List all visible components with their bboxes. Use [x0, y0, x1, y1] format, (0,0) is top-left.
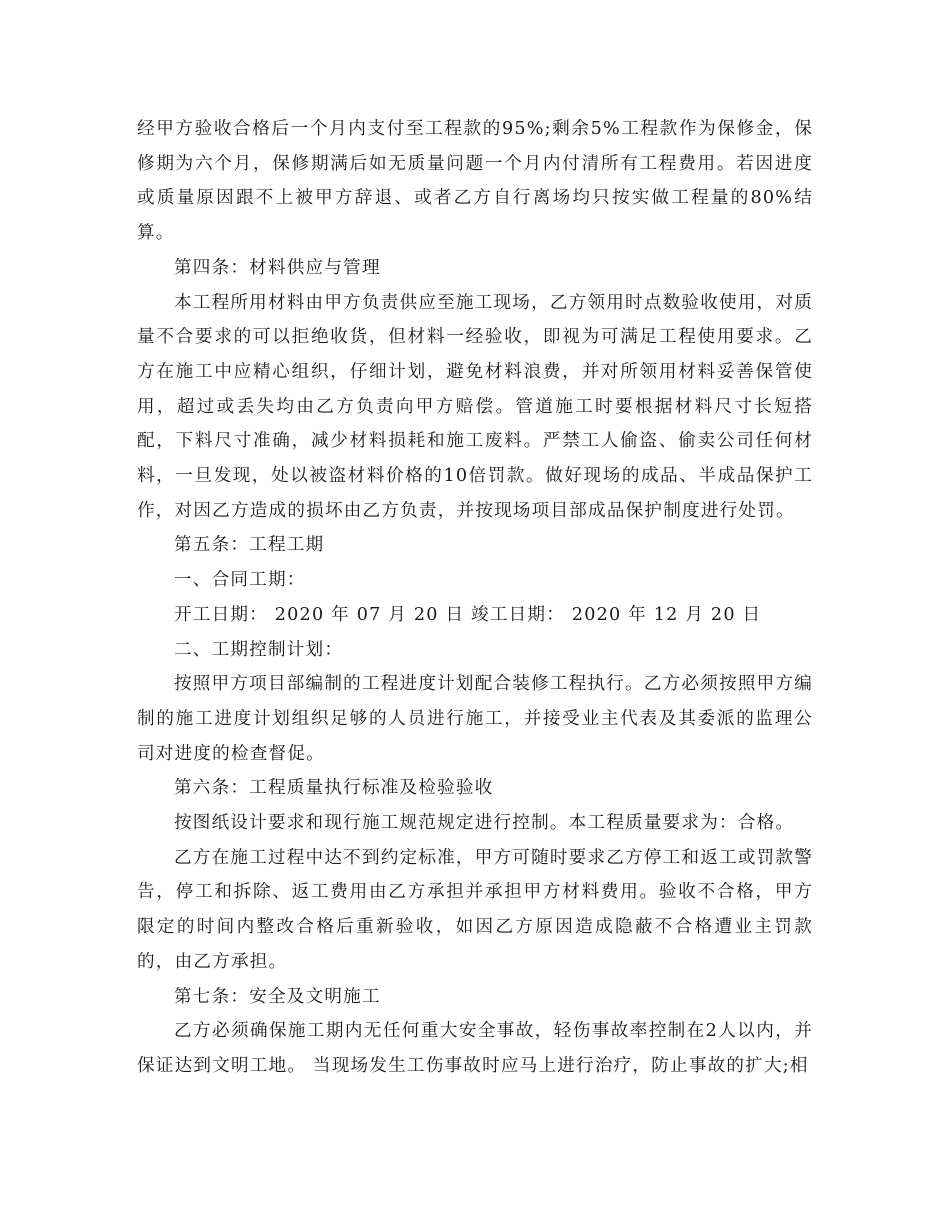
heading-article-5: 第五条：工程工期 — [174, 535, 325, 556]
heading-article-4: 第四条：材料供应与管理 — [174, 257, 381, 278]
paragraph-quality-standard: 按图纸设计要求和现行施工规范规定进行控制。本工程质量要求为：合格。 — [174, 813, 795, 834]
heading-article-6: 第六条：工程质量执行标准及检验验收 — [174, 778, 494, 799]
subheading-contract-period: 一、合同工期： — [174, 570, 306, 591]
document-page — [137, 112, 813, 1084]
paragraph-materials: 本工程所用材料由甲方负责供应至施工现场，乙方领用时点数验收使用，对质量不合要求的可以拒绝收货，但材料一经验收，即视为可满足工程使用要求。乙方在施工中应精心组织，仔细计划，避免材料浪费，并对所领用材料妥善保管使用，超过或丢失均由乙方负责向甲方赔偿。管道施工时要根据材料尺寸长短搭配，下料尺寸准确，减少材料损耗和施工废料。严禁工人偷盗、偷卖公司任何材料，一旦发现，处以被盗材料价格的10倍罚款。做好现场的成品、半成品保护工作，对因乙方造成的损坏由乙方负责，并按现场项目部成品保护制度进行处罚。 — [137, 292, 813, 521]
paragraph-dates: 开工日期： 2020 年 07 月 20 日 竣工日期： 2020 年 12 月 20 日 — [174, 604, 762, 625]
paragraph-quality-penalty: 乙方在施工过程中达不到约定标准，甲方可随时要求乙方停工和返工或罚款警告，停工和拆除、返工费用由乙方承担并承担甲方材料费用。验收不合格，甲方限定的时间内整改合格后重新验收，如因乙方原因造成隐蔽不合格遭业主罚款的，由乙方承担。 — [137, 847, 813, 972]
subheading-schedule-control: 二、工期控制计划： — [174, 639, 344, 660]
paragraph-safety: 乙方必须确保施工期内无任何重大安全事故，轻伤事故率控制在2人以内，并保证达到文明工地。 当现场发生工伤事故时应马上进行治疗，防止事故的扩大;相 — [137, 1021, 813, 1076]
paragraph-payment-terms: 经甲方验收合格后一个月内支付至工程款的95%;剩余5%工程款作为保修金，保修期为六个月，保修期满后如无质量问题一个月内付清所有工程费用。若因进度或质量原因跟不上被甲方辞退、或者乙方自行离场均只按实做工程量的80%结算。 — [137, 119, 813, 244]
heading-article-7: 第七条：安全及文明施工 — [174, 986, 381, 1007]
paragraph-schedule: 按照甲方项目部编制的工程进度计划配合装修工程执行。乙方必须按照甲方编制的施工进度计划组织足够的人员进行施工，并接受业主代表及其委派的监理公司对进度的检查督促。 — [137, 674, 813, 764]
